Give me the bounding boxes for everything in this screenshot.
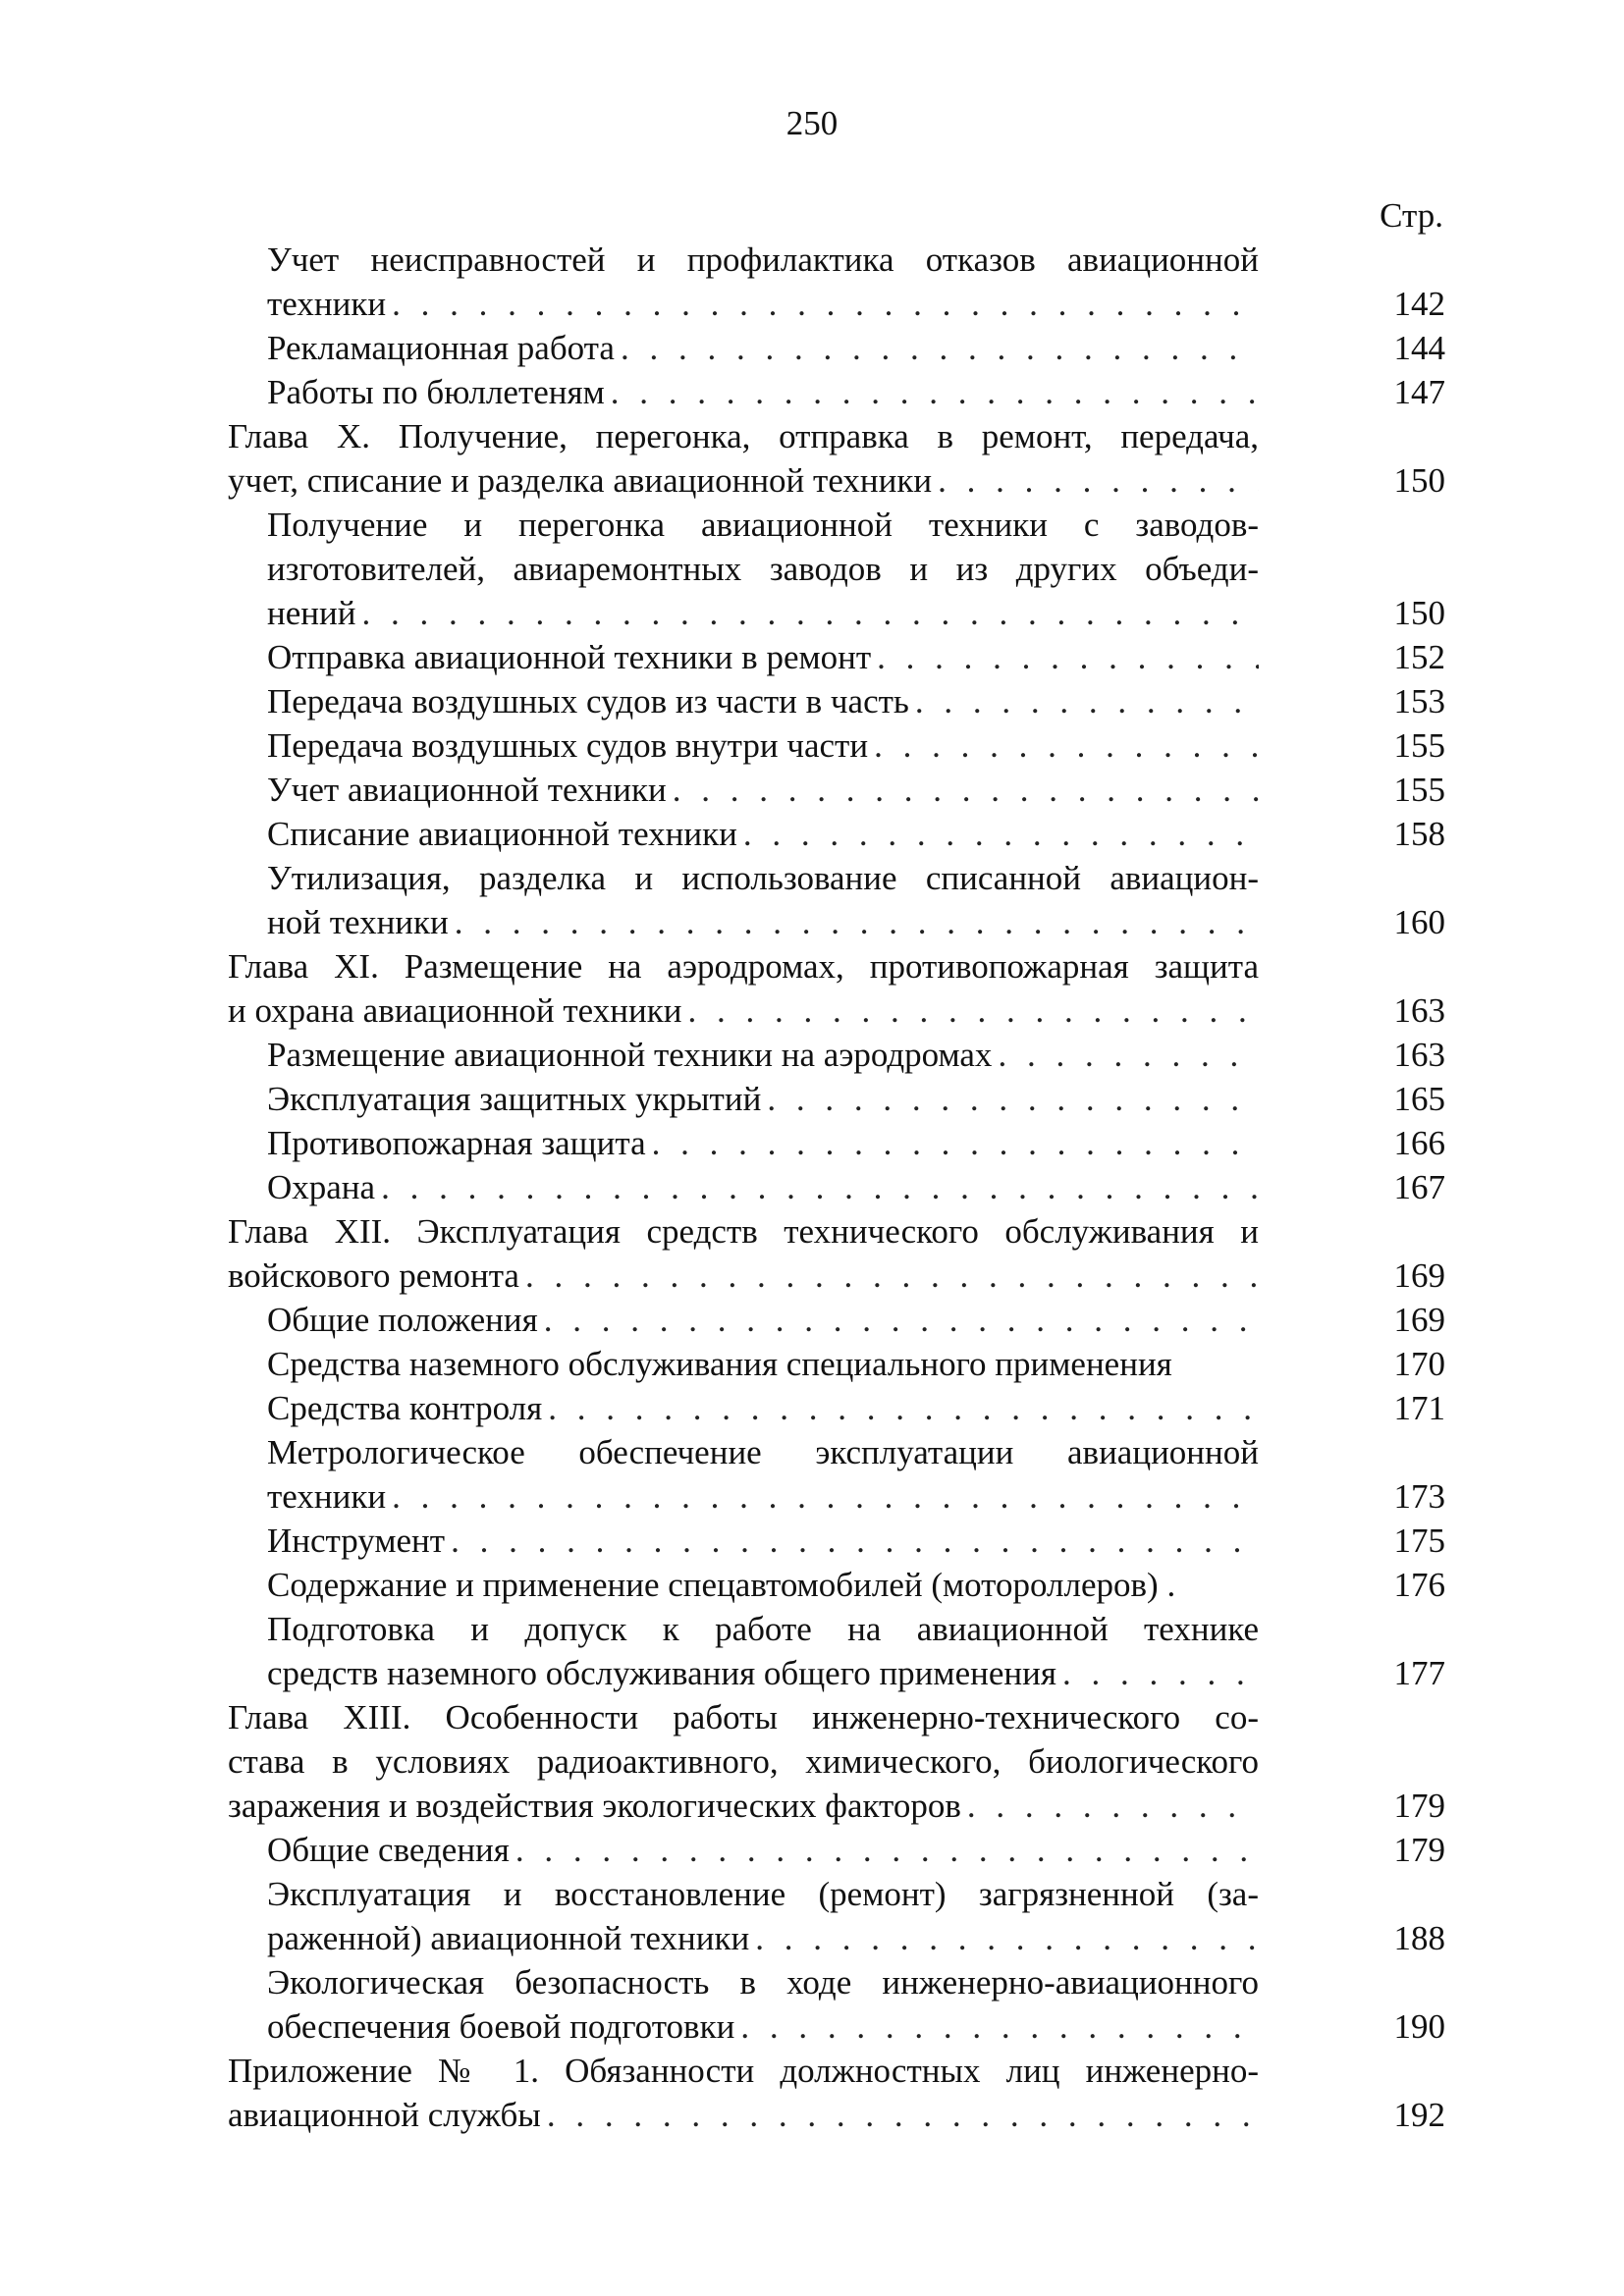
dot-leader — [542, 1386, 1259, 1430]
toc-page-number: 163 — [1393, 991, 1445, 1030]
toc-entry-line: става в условиях радиоактивного, химического, биологического — [228, 1742, 1259, 1781]
dot-leader — [871, 635, 1259, 679]
toc-entry-last-line — [267, 723, 1259, 768]
toc-section-entry[interactable] — [228, 679, 1445, 723]
dot-leader — [681, 988, 1259, 1033]
toc-section-entry[interactable] — [228, 1077, 1445, 1121]
toc-page-number: 169 — [1393, 1301, 1445, 1339]
toc-entry-title: обеспечения боевой подготовки — [267, 2007, 735, 2046]
toc-entry-last-line — [267, 768, 1259, 812]
toc-page-number: 144 — [1393, 329, 1445, 367]
toc-entry-title: Размещение авиационной техники на аэродромах — [267, 1036, 993, 1074]
toc-entry-last-line — [228, 1784, 1259, 1828]
toc-entry-last-line — [267, 1916, 1259, 1960]
toc-entry-last-line — [228, 988, 1259, 1033]
toc-page-number: 158 — [1393, 815, 1445, 853]
toc-page-number: 150 — [1393, 461, 1445, 500]
toc-page-number: 142 — [1393, 285, 1445, 323]
dot-leader — [449, 900, 1259, 944]
dot-leader — [519, 1254, 1259, 1298]
toc-page-number: 179 — [1393, 1787, 1445, 1825]
toc-entry-title: Инструмент — [267, 1522, 446, 1560]
toc-entry-last-line — [267, 1474, 1259, 1519]
toc-entry-title: Передача воздушных судов из части в часть — [267, 682, 909, 721]
toc-entry-last-line — [267, 1033, 1259, 1077]
toc-entry-title: учет, списание и разделка авиационной техники — [228, 461, 933, 500]
dot-leader — [932, 458, 1259, 503]
toc-entry-last-line — [267, 1651, 1259, 1695]
toc-section-entry[interactable] — [228, 1430, 1445, 1519]
toc-page-number: 176 — [1393, 1566, 1445, 1604]
dot-leader — [445, 1519, 1259, 1563]
toc-entry-line: Экологическая безопасность в ходе инженерно-авиационного — [267, 1963, 1259, 2002]
toc-entry-title: Общие положения — [267, 1301, 538, 1339]
toc-entry-line: Глава X. Получение, перегонка, отправка в ремонт, передача, — [228, 417, 1259, 455]
toc-section-entry[interactable] — [228, 1828, 1445, 1872]
dot-leader — [749, 1916, 1259, 1960]
dot-leader — [355, 591, 1259, 635]
dot-leader — [868, 723, 1259, 768]
dot-leader — [667, 768, 1259, 812]
toc-entry-title: авиационной службы — [228, 2096, 541, 2134]
toc-entry-title: Содержание и применение спецавтомобилей (мотороллеров) . — [267, 1566, 1176, 1604]
toc-entry-line: Учет неисправностей и профилактика отказов авиационной — [267, 240, 1259, 279]
toc-entry-last-line — [267, 1165, 1259, 1209]
toc-entry-last-line — [267, 1342, 1259, 1386]
toc-entry-title: войскового ремонта — [228, 1256, 519, 1295]
toc-entry-last-line — [267, 679, 1259, 723]
toc-entry-line: Приложение № 1. Обязанности должностных лиц инженерно- — [228, 2052, 1259, 2090]
toc-entry-title: Эксплуатация защитных укрытий — [267, 1080, 762, 1118]
toc-entry-line: Глава XI. Размещение на аэродромах, противопожарная защита — [228, 947, 1259, 986]
toc-entry-title: и охрана авиационной техники — [228, 991, 682, 1030]
toc-page-number: 190 — [1393, 2007, 1445, 2046]
toc-entry-last-line — [228, 458, 1259, 503]
toc-entry-last-line — [267, 282, 1259, 326]
toc-section-entry[interactable] — [228, 768, 1445, 812]
toc-page-number: 165 — [1393, 1080, 1445, 1118]
toc-page-number: 150 — [1393, 594, 1445, 632]
toc-chapter-entry[interactable] — [228, 1209, 1445, 1298]
toc-section-entry[interactable] — [228, 856, 1445, 944]
toc-section-entry[interactable] — [228, 1563, 1445, 1607]
toc-entry-last-line — [267, 1519, 1259, 1563]
toc-entry-title: техники — [267, 285, 387, 323]
toc-entry-title: Учет авиационной техники — [267, 771, 667, 809]
toc-entry-last-line — [267, 1828, 1259, 1872]
toc-page-number: 167 — [1393, 1168, 1445, 1206]
toc-entry-title: Общие сведения — [267, 1831, 510, 1869]
dot-leader — [538, 1298, 1259, 1342]
dot-leader — [510, 1828, 1259, 1872]
dot-leader — [1056, 1651, 1259, 1695]
toc-section-entry[interactable] — [228, 503, 1445, 635]
toc-page-number: 166 — [1393, 1124, 1445, 1162]
toc-page-number: 188 — [1393, 1919, 1445, 1957]
toc-chapter-entry[interactable] — [228, 1695, 1445, 1828]
toc-page-number: 160 — [1393, 903, 1445, 941]
toc-entry-title: раженной) авиационной техники — [267, 1919, 750, 1957]
toc-entry-title: средств наземного обслуживания общего применения — [267, 1654, 1056, 1692]
toc-page-number: 173 — [1393, 1477, 1445, 1516]
toc-page-number: 177 — [1393, 1654, 1445, 1692]
toc-entry-line: Подготовка и допуск к работе на авиационной технике — [267, 1610, 1259, 1648]
toc-entry-last-line — [267, 812, 1259, 856]
toc-entry-title: нений — [267, 594, 356, 632]
toc-entry-title: Охрана — [267, 1168, 376, 1206]
toc-section-entry[interactable] — [228, 1872, 1445, 1960]
toc-entry-last-line — [228, 1254, 1259, 1298]
toc-entry-title: заражения и воздействия экологических факторов — [228, 1787, 961, 1825]
toc-page-number: 155 — [1393, 771, 1445, 809]
dot-leader — [909, 679, 1259, 723]
toc-entry-last-line — [267, 900, 1259, 944]
toc-section-entry[interactable] — [228, 1607, 1445, 1695]
dot-leader — [605, 370, 1259, 414]
toc-entry-line: Получение и перегонка авиационной техники с заводов- — [267, 506, 1259, 544]
toc-section-entry[interactable] — [228, 1165, 1445, 1209]
toc-entry-title: Противопожарная защита — [267, 1124, 646, 1162]
toc-entry-last-line — [267, 370, 1259, 414]
toc-entry-last-line — [267, 1077, 1259, 1121]
toc-section-entry[interactable] — [228, 723, 1445, 768]
toc-page-number: 171 — [1393, 1389, 1445, 1427]
toc-section-entry[interactable] — [228, 1342, 1445, 1386]
toc-page-number: 153 — [1393, 682, 1445, 721]
toc-entry-last-line — [267, 591, 1259, 635]
dot-leader — [375, 1165, 1259, 1209]
dot-leader — [646, 1121, 1259, 1165]
toc-page-number: 170 — [1393, 1345, 1445, 1383]
toc-section-entry[interactable] — [228, 1121, 1445, 1165]
toc-entry-line: Эксплуатация и восстановление (ремонт) загрязненной (за- — [267, 1875, 1259, 1913]
toc-entry-last-line — [267, 326, 1259, 370]
dot-leader — [615, 326, 1259, 370]
toc-section-entry[interactable] — [228, 1519, 1445, 1563]
toc-page-number: 152 — [1393, 638, 1445, 676]
dot-leader — [761, 1077, 1259, 1121]
toc-entry-title: Работы по бюллетеням — [267, 373, 605, 411]
toc-section-entry[interactable] — [228, 635, 1445, 679]
toc-page-number: 179 — [1393, 1831, 1445, 1869]
toc-entry-line: Метрологическое обеспечение эксплуатации авиационной — [267, 1433, 1259, 1471]
toc-entry-title: Рекламационная работа — [267, 329, 615, 367]
toc-page-number: 175 — [1393, 1522, 1445, 1560]
toc-entry-title: Отправка авиационной техники в ремонт — [267, 638, 872, 676]
toc-entry-line: изготовителей, авиаремонтных заводов и из других объеди- — [267, 550, 1259, 588]
page-number: 250 — [785, 104, 839, 142]
toc-entry-last-line — [267, 2004, 1259, 2049]
toc-entries — [228, 238, 1445, 2137]
toc-entry-last-line — [267, 635, 1259, 679]
toc-section-entry[interactable] — [228, 1298, 1445, 1342]
toc-section-entry[interactable] — [228, 326, 1445, 370]
toc-page-number: 192 — [1393, 2096, 1445, 2134]
toc-entry-title: Средства наземного обслуживания специального применения — [267, 1345, 1172, 1383]
toc-entry-line: Утилизация, разделка и использование списанной авиацион- — [267, 859, 1259, 897]
toc-page-number: 163 — [1393, 1036, 1445, 1074]
table-of-contents — [228, 193, 1445, 2137]
dot-leader — [386, 282, 1259, 326]
toc-page-number: 155 — [1393, 726, 1445, 765]
toc-entry-line: Глава XIII. Особенности работы инженерно-технического со- — [228, 1698, 1259, 1736]
dot-leader — [992, 1033, 1259, 1077]
dot-leader — [961, 1784, 1259, 1828]
dot-leader — [386, 1474, 1259, 1519]
toc-entry-title: Передача воздушных судов внутри части — [267, 726, 869, 765]
toc-entry-title: Средства контроля — [267, 1389, 543, 1427]
toc-entry-last-line — [267, 1563, 1259, 1607]
toc-section-entry[interactable] — [228, 1960, 1445, 2049]
toc-section-entry[interactable] — [228, 1033, 1445, 1077]
toc-section-entry[interactable] — [228, 238, 1445, 326]
toc-chapter-entry[interactable] — [228, 944, 1445, 1033]
dot-leader — [737, 812, 1259, 856]
toc-page-number: 169 — [1393, 1256, 1445, 1295]
toc-entry-title: ной техники — [267, 903, 449, 941]
toc-chapter-entry[interactable] — [228, 2049, 1445, 2137]
toc-entry-line: Глава XII. Эксплуатация средств технического обслуживания и — [228, 1212, 1259, 1251]
toc-entry-title: Списание авиационной техники — [267, 815, 737, 853]
toc-entry-title: техники — [267, 1477, 387, 1516]
toc-chapter-entry[interactable] — [228, 414, 1445, 503]
page-column-header: Стр. — [1380, 196, 1443, 235]
toc-section-entry[interactable] — [228, 812, 1445, 856]
toc-entry-last-line — [267, 1386, 1259, 1430]
dot-leader — [734, 2004, 1259, 2049]
toc-entry-last-line — [267, 1298, 1259, 1342]
toc-page-number: 147 — [1393, 373, 1445, 411]
toc-entry-last-line — [228, 2093, 1259, 2137]
toc-section-entry[interactable] — [228, 370, 1445, 414]
toc-section-entry[interactable] — [228, 1386, 1445, 1430]
toc-entry-last-line — [267, 1121, 1259, 1165]
dot-leader — [541, 2093, 1259, 2137]
